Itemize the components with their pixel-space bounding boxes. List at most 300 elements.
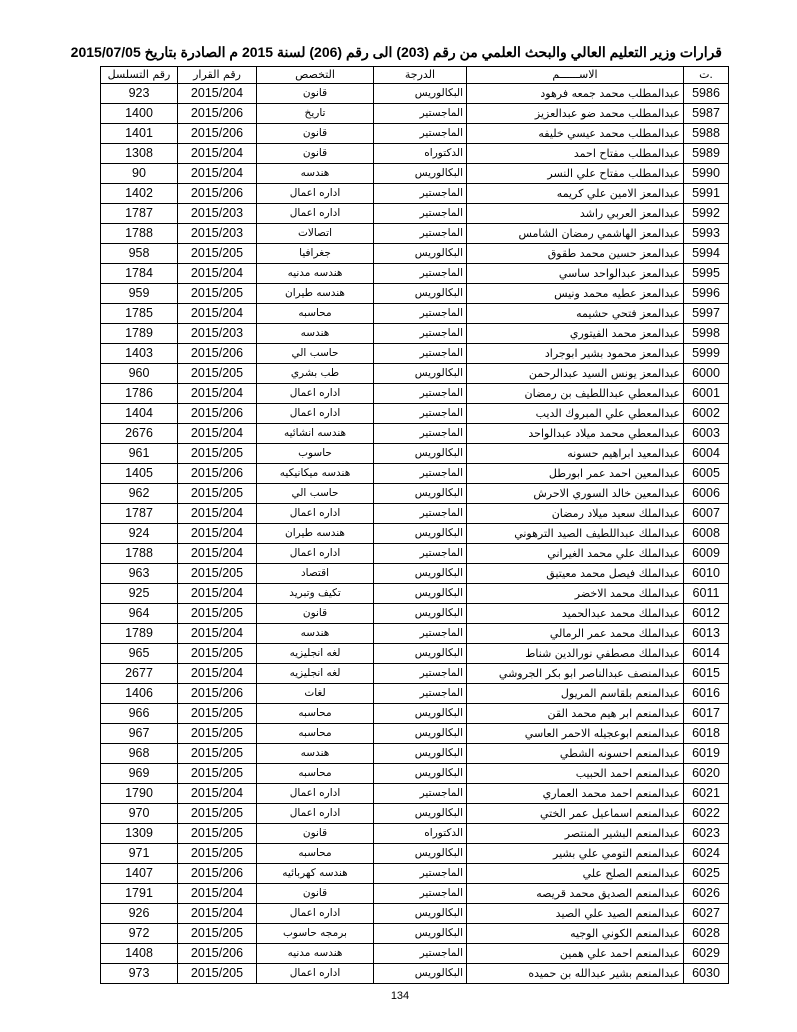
cell-degree: الماجستير xyxy=(374,264,467,284)
cell-decision: 2015/206 xyxy=(178,124,257,144)
table-row xyxy=(101,524,729,544)
cell-name: عبدالمنعم بشير عبدالله بن حميده xyxy=(467,964,684,984)
cell-serial: 1789 xyxy=(101,324,178,344)
cell-degree: الماجستير xyxy=(374,384,467,404)
cell-decision: 2015/205 xyxy=(178,444,257,464)
cell-name: عبدالمعطي محمد ميلاد عبدالواحد xyxy=(467,424,684,444)
cell-degree: الماجستير xyxy=(374,664,467,684)
cell-specialization: اداره اعمال xyxy=(257,384,374,404)
cell-number: 6000 xyxy=(684,364,729,384)
table-row xyxy=(101,164,729,184)
cell-name: عبدالمعز فتحي حشيمه xyxy=(467,304,684,324)
cell-degree: الماجستير xyxy=(374,884,467,904)
cell-serial: 1786 xyxy=(101,384,178,404)
cell-name: عبدالمنعم احمد محمد العماري xyxy=(467,784,684,804)
cell-serial: 1406 xyxy=(101,684,178,704)
cell-number: 5998 xyxy=(684,324,729,344)
cell-number: 5995 xyxy=(684,264,729,284)
cell-specialization: اداره اعمال xyxy=(257,404,374,424)
table-row xyxy=(101,184,729,204)
header-number: ت. xyxy=(684,67,729,84)
cell-degree: الماجستير xyxy=(374,424,467,444)
cell-serial: 1788 xyxy=(101,224,178,244)
cell-decision: 2015/204 xyxy=(178,84,257,104)
cell-number: 6003 xyxy=(684,424,729,444)
cell-serial: 90 xyxy=(101,164,178,184)
cell-serial: 965 xyxy=(101,644,178,664)
cell-specialization: اداره اعمال xyxy=(257,784,374,804)
cell-specialization: لغات xyxy=(257,684,374,704)
cell-number: 6029 xyxy=(684,944,729,964)
cell-specialization: محاسبه xyxy=(257,844,374,864)
cell-name: عبدالملك محمد عبدالحميد xyxy=(467,604,684,624)
cell-degree: الماجستير xyxy=(374,544,467,564)
cell-name: عبدالمنعم الكوني الوجيه xyxy=(467,924,684,944)
cell-specialization: اتصالات xyxy=(257,224,374,244)
cell-decision: 2015/204 xyxy=(178,304,257,324)
table-row xyxy=(101,424,729,444)
cell-serial: 1790 xyxy=(101,784,178,804)
cell-decision: 2015/206 xyxy=(178,344,257,364)
cell-decision: 2015/205 xyxy=(178,924,257,944)
table-row xyxy=(101,884,729,904)
cell-specialization: حاسوب xyxy=(257,444,374,464)
cell-decision: 2015/204 xyxy=(178,624,257,644)
cell-name: عبدالمنعم احمد علي همين xyxy=(467,944,684,964)
cell-specialization: لغه انجليزيه xyxy=(257,664,374,684)
cell-number: 6030 xyxy=(684,964,729,984)
cell-serial: 973 xyxy=(101,964,178,984)
cell-name: عبدالمعيد ابراهيم حسونه xyxy=(467,444,684,464)
cell-decision: 2015/205 xyxy=(178,644,257,664)
cell-specialization: تكيف وتبريد xyxy=(257,584,374,604)
cell-degree: الماجستير xyxy=(374,864,467,884)
cell-degree: الماجستير xyxy=(374,504,467,524)
cell-decision: 2015/206 xyxy=(178,684,257,704)
cell-number: 5990 xyxy=(684,164,729,184)
cell-number: 6028 xyxy=(684,924,729,944)
cell-number: 5986 xyxy=(684,84,729,104)
cell-degree: الدكتوراه xyxy=(374,824,467,844)
cell-serial: 924 xyxy=(101,524,178,544)
cell-number: 5989 xyxy=(684,144,729,164)
cell-number: 6020 xyxy=(684,764,729,784)
cell-name: عبدالمعز العربي راشد xyxy=(467,204,684,224)
cell-serial: 964 xyxy=(101,604,178,624)
table-row xyxy=(101,704,729,724)
cell-name: عبدالمعز حسين محمد طقوق xyxy=(467,244,684,264)
cell-degree: البكالوريس xyxy=(374,164,467,184)
cell-serial: 1308 xyxy=(101,144,178,164)
cell-number: 5987 xyxy=(684,104,729,124)
table-row xyxy=(101,444,729,464)
cell-decision: 2015/205 xyxy=(178,744,257,764)
cell-specialization: قانون xyxy=(257,124,374,144)
cell-number: 6009 xyxy=(684,544,729,564)
cell-name: عبدالمطلب محمد عيسي خليفه xyxy=(467,124,684,144)
cell-name: عبدالمنعم احمد الحبيب xyxy=(467,764,684,784)
cell-name: عبدالمنعم التومي علي بشير xyxy=(467,844,684,864)
header-specialization: التخصص xyxy=(257,67,374,84)
table-row xyxy=(101,504,729,524)
cell-specialization: محاسبه xyxy=(257,724,374,744)
cell-number: 5994 xyxy=(684,244,729,264)
cell-decision: 2015/204 xyxy=(178,584,257,604)
cell-specialization: هندسه طيران xyxy=(257,284,374,304)
cell-name: عبدالمنصف عبدالناصر ابو بكر الجروشي xyxy=(467,664,684,684)
cell-specialization: برمجه حاسوب xyxy=(257,924,374,944)
cell-decision: 2015/204 xyxy=(178,144,257,164)
cell-serial: 1407 xyxy=(101,864,178,884)
cell-specialization: هندسه مدنيه xyxy=(257,944,374,964)
cell-specialization: قانون xyxy=(257,824,374,844)
page-title: قرارات وزير التعليم العالي والبحث العلمي من رقم (203) الى رقم (206) لسنة 2015 م الصادرة بتاريخ 2015/07/05 xyxy=(70,44,722,60)
table-row xyxy=(101,364,729,384)
table-row xyxy=(101,244,729,264)
cell-degree: البكالوريس xyxy=(374,484,467,504)
cell-degree: البكالوريس xyxy=(374,964,467,984)
cell-specialization: اداره اعمال xyxy=(257,184,374,204)
cell-name: عبدالملك عبداللطيف الصيد الترهوني xyxy=(467,524,684,544)
cell-degree: الماجستير xyxy=(374,124,467,144)
cell-serial: 1787 xyxy=(101,204,178,224)
cell-serial: 1784 xyxy=(101,264,178,284)
cell-serial: 1787 xyxy=(101,504,178,524)
cell-specialization: هندسه xyxy=(257,744,374,764)
cell-decision: 2015/206 xyxy=(178,464,257,484)
cell-specialization: اداره اعمال xyxy=(257,544,374,564)
cell-specialization: جغرافيا xyxy=(257,244,374,264)
cell-name: عبدالمعز عبدالواحد ساسي xyxy=(467,264,684,284)
cell-decision: 2015/206 xyxy=(178,944,257,964)
cell-specialization: قانون xyxy=(257,84,374,104)
cell-serial: 1403 xyxy=(101,344,178,364)
cell-degree: الدكتوراه xyxy=(374,144,467,164)
cell-number: 5992 xyxy=(684,204,729,224)
cell-degree: البكالوريس xyxy=(374,564,467,584)
cell-number: 6016 xyxy=(684,684,729,704)
table-row xyxy=(101,824,729,844)
cell-degree: البكالوريس xyxy=(374,644,467,664)
table-row xyxy=(101,804,729,824)
cell-name: عبدالمطلب مفتاح احمد xyxy=(467,144,684,164)
cell-name: عبدالملك محمد عمر الرمالي xyxy=(467,624,684,644)
cell-serial: 959 xyxy=(101,284,178,304)
cell-serial: 969 xyxy=(101,764,178,784)
cell-serial: 971 xyxy=(101,844,178,864)
cell-degree: البكالوريس xyxy=(374,724,467,744)
table-row xyxy=(101,304,729,324)
cell-decision: 2015/205 xyxy=(178,244,257,264)
cell-number: 6021 xyxy=(684,784,729,804)
cell-decision: 2015/205 xyxy=(178,484,257,504)
table-row xyxy=(101,784,729,804)
cell-name: عبدالملك مصطفي نورالدين شناط xyxy=(467,644,684,664)
cell-specialization: حاسب الي xyxy=(257,484,374,504)
cell-name: عبدالملك سعيد ميلاد رمضان xyxy=(467,504,684,524)
table-row xyxy=(101,764,729,784)
table-row xyxy=(101,144,729,164)
cell-decision: 2015/204 xyxy=(178,524,257,544)
cell-decision: 2015/205 xyxy=(178,824,257,844)
cell-serial: 1404 xyxy=(101,404,178,424)
cell-decision: 2015/203 xyxy=(178,324,257,344)
cell-number: 6007 xyxy=(684,504,729,524)
cell-degree: الماجستير xyxy=(374,684,467,704)
cell-number: 6004 xyxy=(684,444,729,464)
cell-name: عبدالمنعم احسونه الشطي xyxy=(467,744,684,764)
table-row xyxy=(101,964,729,984)
table-row xyxy=(101,464,729,484)
cell-name: عبدالمنعم اسماعيل عمر الختي xyxy=(467,804,684,824)
cell-serial: 1400 xyxy=(101,104,178,124)
table-row xyxy=(101,844,729,864)
cell-serial: 1789 xyxy=(101,624,178,644)
cell-specialization: اداره اعمال xyxy=(257,904,374,924)
decisions-table xyxy=(100,66,729,984)
table-row xyxy=(101,544,729,564)
table-row xyxy=(101,264,729,284)
cell-number: 6001 xyxy=(684,384,729,404)
cell-decision: 2015/205 xyxy=(178,844,257,864)
table-row xyxy=(101,724,729,744)
cell-serial: 962 xyxy=(101,484,178,504)
cell-serial: 958 xyxy=(101,244,178,264)
cell-decision: 2015/203 xyxy=(178,204,257,224)
cell-number: 6024 xyxy=(684,844,729,864)
cell-specialization: اداره اعمال xyxy=(257,504,374,524)
cell-number: 6026 xyxy=(684,884,729,904)
table-row xyxy=(101,324,729,344)
cell-degree: البكالوريس xyxy=(374,364,467,384)
table-row xyxy=(101,744,729,764)
cell-serial: 1785 xyxy=(101,304,178,324)
cell-number: 6017 xyxy=(684,704,729,724)
cell-degree: البكالوريس xyxy=(374,284,467,304)
cell-specialization: هندسه ميكانيكيه xyxy=(257,464,374,484)
cell-name: عبدالمعطي عبداللطيف بن رمضان xyxy=(467,384,684,404)
cell-number: 6018 xyxy=(684,724,729,744)
cell-number: 5991 xyxy=(684,184,729,204)
cell-decision: 2015/205 xyxy=(178,804,257,824)
cell-decision: 2015/205 xyxy=(178,564,257,584)
cell-serial: 2676 xyxy=(101,424,178,444)
cell-name: عبدالمعز محمد الفيتوري xyxy=(467,324,684,344)
table-row xyxy=(101,864,729,884)
cell-name: عبدالمطلب محمد ضو عبدالعزيز xyxy=(467,104,684,124)
table-header-row xyxy=(101,67,729,84)
cell-name: عبدالمنعم ابر هيم محمد القن xyxy=(467,704,684,724)
cell-specialization: حاسب الي xyxy=(257,344,374,364)
cell-degree: البكالوريس xyxy=(374,924,467,944)
cell-name: عبدالمعز الهاشمي رمضان الشامس xyxy=(467,224,684,244)
cell-degree: البكالوريس xyxy=(374,444,467,464)
cell-serial: 2677 xyxy=(101,664,178,684)
cell-serial: 1405 xyxy=(101,464,178,484)
cell-decision: 2015/204 xyxy=(178,664,257,684)
cell-number: 6022 xyxy=(684,804,729,824)
cell-name: عبدالملك فيصل محمد معيتيق xyxy=(467,564,684,584)
cell-decision: 2015/205 xyxy=(178,764,257,784)
table-row xyxy=(101,484,729,504)
cell-decision: 2015/205 xyxy=(178,724,257,744)
cell-specialization: اداره اعمال xyxy=(257,804,374,824)
table-row xyxy=(101,904,729,924)
cell-degree: الماجستير xyxy=(374,624,467,644)
cell-degree: البكالوريس xyxy=(374,584,467,604)
cell-name: عبدالمعز محمود بشير ابوجراد xyxy=(467,344,684,364)
cell-number: 5996 xyxy=(684,284,729,304)
cell-number: 6027 xyxy=(684,904,729,924)
cell-degree: البكالوريس xyxy=(374,744,467,764)
cell-name: عبدالمعز الامين علي كريمه xyxy=(467,184,684,204)
cell-name: عبدالمعز يونس السيد عبدالرحمن xyxy=(467,364,684,384)
cell-specialization: محاسبه xyxy=(257,304,374,324)
cell-name: عبدالمنعم البشير المنتصر xyxy=(467,824,684,844)
table-row xyxy=(101,644,729,664)
cell-specialization: هندسه انشائيه xyxy=(257,424,374,444)
cell-name: عبدالمعين خالد السوري الاحرش xyxy=(467,484,684,504)
table-row xyxy=(101,564,729,584)
cell-number: 5999 xyxy=(684,344,729,364)
header-serial: رقم التسلسل xyxy=(101,67,178,84)
cell-decision: 2015/205 xyxy=(178,704,257,724)
cell-serial: 968 xyxy=(101,744,178,764)
cell-serial: 1791 xyxy=(101,884,178,904)
cell-degree: الماجستير xyxy=(374,324,467,344)
cell-serial: 926 xyxy=(101,904,178,924)
cell-name: عبدالمنعم الصلح علي xyxy=(467,864,684,884)
cell-decision: 2015/204 xyxy=(178,784,257,804)
cell-number: 5993 xyxy=(684,224,729,244)
cell-decision: 2015/204 xyxy=(178,904,257,924)
cell-number: 6002 xyxy=(684,404,729,424)
header-name: الاســــــم xyxy=(467,67,684,84)
cell-decision: 2015/204 xyxy=(178,384,257,404)
cell-specialization: اداره اعمال xyxy=(257,204,374,224)
cell-decision: 2015/204 xyxy=(178,424,257,444)
table-row xyxy=(101,104,729,124)
cell-decision: 2015/204 xyxy=(178,264,257,284)
cell-number: 6025 xyxy=(684,864,729,884)
cell-degree: البكالوريس xyxy=(374,244,467,264)
cell-name: عبدالمطلب مفتاح علي النسر xyxy=(467,164,684,184)
cell-degree: البكالوريس xyxy=(374,704,467,724)
table-row xyxy=(101,84,729,104)
cell-specialization: هندسه xyxy=(257,624,374,644)
header-decision: رقم القرار xyxy=(178,67,257,84)
cell-serial: 967 xyxy=(101,724,178,744)
cell-number: 6019 xyxy=(684,744,729,764)
cell-specialization: قانون xyxy=(257,884,374,904)
cell-specialization: تاريخ xyxy=(257,104,374,124)
cell-number: 5997 xyxy=(684,304,729,324)
cell-name: عبدالملك محمد الاخضر xyxy=(467,584,684,604)
table-row xyxy=(101,284,729,304)
cell-degree: البكالوريس xyxy=(374,804,467,824)
table-row xyxy=(101,604,729,624)
cell-number: 6023 xyxy=(684,824,729,844)
cell-serial: 961 xyxy=(101,444,178,464)
cell-specialization: محاسبه xyxy=(257,764,374,784)
table-row xyxy=(101,664,729,684)
cell-decision: 2015/204 xyxy=(178,504,257,524)
cell-number: 6005 xyxy=(684,464,729,484)
cell-number: 6015 xyxy=(684,664,729,684)
cell-name: عبدالمعز عطيه محمد ونيس xyxy=(467,284,684,304)
cell-name: عبدالمنعم ابوعجيله الاحمر العاسي xyxy=(467,724,684,744)
table-row xyxy=(101,624,729,644)
cell-degree: البكالوريس xyxy=(374,524,467,544)
cell-serial: 966 xyxy=(101,704,178,724)
cell-specialization: طب بشري xyxy=(257,364,374,384)
cell-specialization: هندسه xyxy=(257,164,374,184)
table-row xyxy=(101,684,729,704)
header-degree: الدرجة xyxy=(374,67,467,84)
cell-specialization: محاسبه xyxy=(257,704,374,724)
cell-degree: الماجستير xyxy=(374,184,467,204)
cell-decision: 2015/205 xyxy=(178,964,257,984)
cell-specialization: اداره اعمال xyxy=(257,964,374,984)
cell-number: 6012 xyxy=(684,604,729,624)
cell-number: 5988 xyxy=(684,124,729,144)
cell-specialization: اقتصاد xyxy=(257,564,374,584)
cell-serial: 1408 xyxy=(101,944,178,964)
cell-degree: الماجستير xyxy=(374,944,467,964)
cell-degree: البكالوريس xyxy=(374,764,467,784)
cell-decision: 2015/206 xyxy=(178,404,257,424)
cell-decision: 2015/204 xyxy=(178,884,257,904)
cell-serial: 925 xyxy=(101,584,178,604)
cell-serial: 963 xyxy=(101,564,178,584)
cell-degree: الماجستير xyxy=(374,404,467,424)
cell-decision: 2015/206 xyxy=(178,864,257,884)
cell-serial: 972 xyxy=(101,924,178,944)
cell-decision: 2015/206 xyxy=(178,184,257,204)
cell-degree: البكالوريس xyxy=(374,84,467,104)
cell-name: عبدالمطلب محمد جمعه فرهود xyxy=(467,84,684,104)
table-row xyxy=(101,924,729,944)
cell-specialization: هندسه طيران xyxy=(257,524,374,544)
cell-decision: 2015/204 xyxy=(178,544,257,564)
cell-number: 6010 xyxy=(684,564,729,584)
cell-name: عبدالمعين احمد عمر ابورطل xyxy=(467,464,684,484)
cell-decision: 2015/205 xyxy=(178,284,257,304)
cell-decision: 2015/204 xyxy=(178,164,257,184)
cell-degree: الماجستير xyxy=(374,104,467,124)
cell-specialization: هندسه xyxy=(257,324,374,344)
cell-serial: 1788 xyxy=(101,544,178,564)
cell-number: 6006 xyxy=(684,484,729,504)
cell-number: 6013 xyxy=(684,624,729,644)
table-row xyxy=(101,584,729,604)
cell-degree: الماجستير xyxy=(374,464,467,484)
cell-number: 6014 xyxy=(684,644,729,664)
cell-specialization: لغه انجليزيه xyxy=(257,644,374,664)
cell-serial: 1309 xyxy=(101,824,178,844)
cell-name: عبدالمنعم الصيد علي الصيد xyxy=(467,904,684,924)
cell-degree: الماجستير xyxy=(374,224,467,244)
cell-degree: الماجستير xyxy=(374,304,467,324)
cell-serial: 970 xyxy=(101,804,178,824)
table-row xyxy=(101,404,729,424)
cell-decision: 2015/205 xyxy=(178,604,257,624)
cell-decision: 2015/205 xyxy=(178,364,257,384)
cell-serial: 1402 xyxy=(101,184,178,204)
cell-degree: الماجستير xyxy=(374,784,467,804)
cell-degree: البكالوريس xyxy=(374,844,467,864)
cell-number: 6011 xyxy=(684,584,729,604)
